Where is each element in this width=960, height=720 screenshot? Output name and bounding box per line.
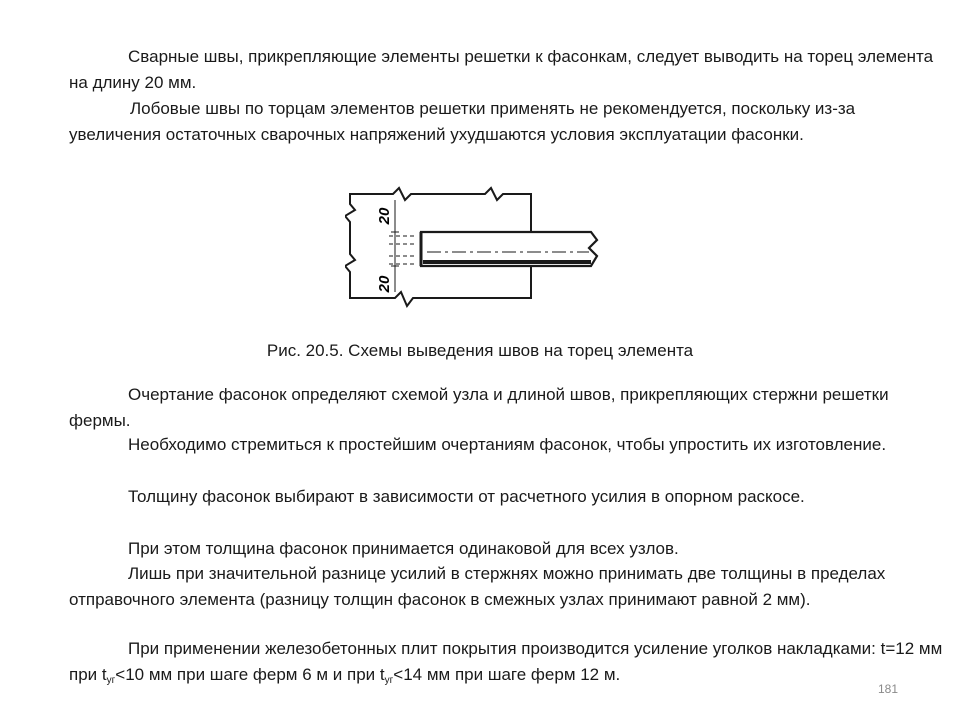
dimension-label-bottom: 20 — [376, 275, 393, 293]
paragraph-two-thicknesses: Лишь при значительной разнице усилий в стержнях можно принимать две толщины в пределах отправочного элемента (разницу толщин фасонок в смежных узлах принимают равной 2 мм). — [69, 564, 886, 609]
subscript-yr-1: уг — [106, 675, 116, 686]
paragraph-reinforcement: При применении железобетонных плит покрытия производится усиление уголков накладками: t=12 мм при $t_{уг}<10$ мм при шаге ферм 6 м и при $t_{уг}<14$ мм при шаге ферм 12 м. — [69, 639, 943, 686]
paragraph-gusset-shape: Очертание фасонок определяют схемой узла и длиной швов, прикрепляющих стержни решетки фермы. — [69, 385, 889, 430]
figure-caption: Рис. 20.5. Схемы выведения швов на торец элемента — [266, 341, 694, 360]
paragraph-same-thickness: При этом толщина фасонок принимается одинаковой для всех узлов. — [128, 539, 679, 558]
weld-scheme-drawing — [345, 186, 605, 316]
paragraph-frontal-welds: Лобовые швы по торцам элементов решетки применять не рекомендуется, поскольку из-за увеличения остаточных сварочных напряжений ухудшаются условия эксплуатации фасонки. — [69, 99, 856, 144]
page-number: 181 — [878, 682, 899, 696]
dimension-label-top: 20 — [376, 207, 393, 225]
paragraph-weld-output: Сварные швы, прикрепляющие элементы решетки к фасонкам, следует выводить на торец элемента на длину 20 мм. — [69, 47, 934, 92]
subscript-yr-2: уг — [384, 675, 394, 686]
weld-scheme-figure — [345, 186, 605, 316]
paragraph-simple-shapes: Необходимо стремиться к простейшим очертаниям фасонок, чтобы упростить их изготовление. — [128, 435, 887, 454]
paragraph-thickness-choice: Толщину фасонок выбирают в зависимости от расчетного усилия в опорном раскосе. — [128, 487, 805, 506]
